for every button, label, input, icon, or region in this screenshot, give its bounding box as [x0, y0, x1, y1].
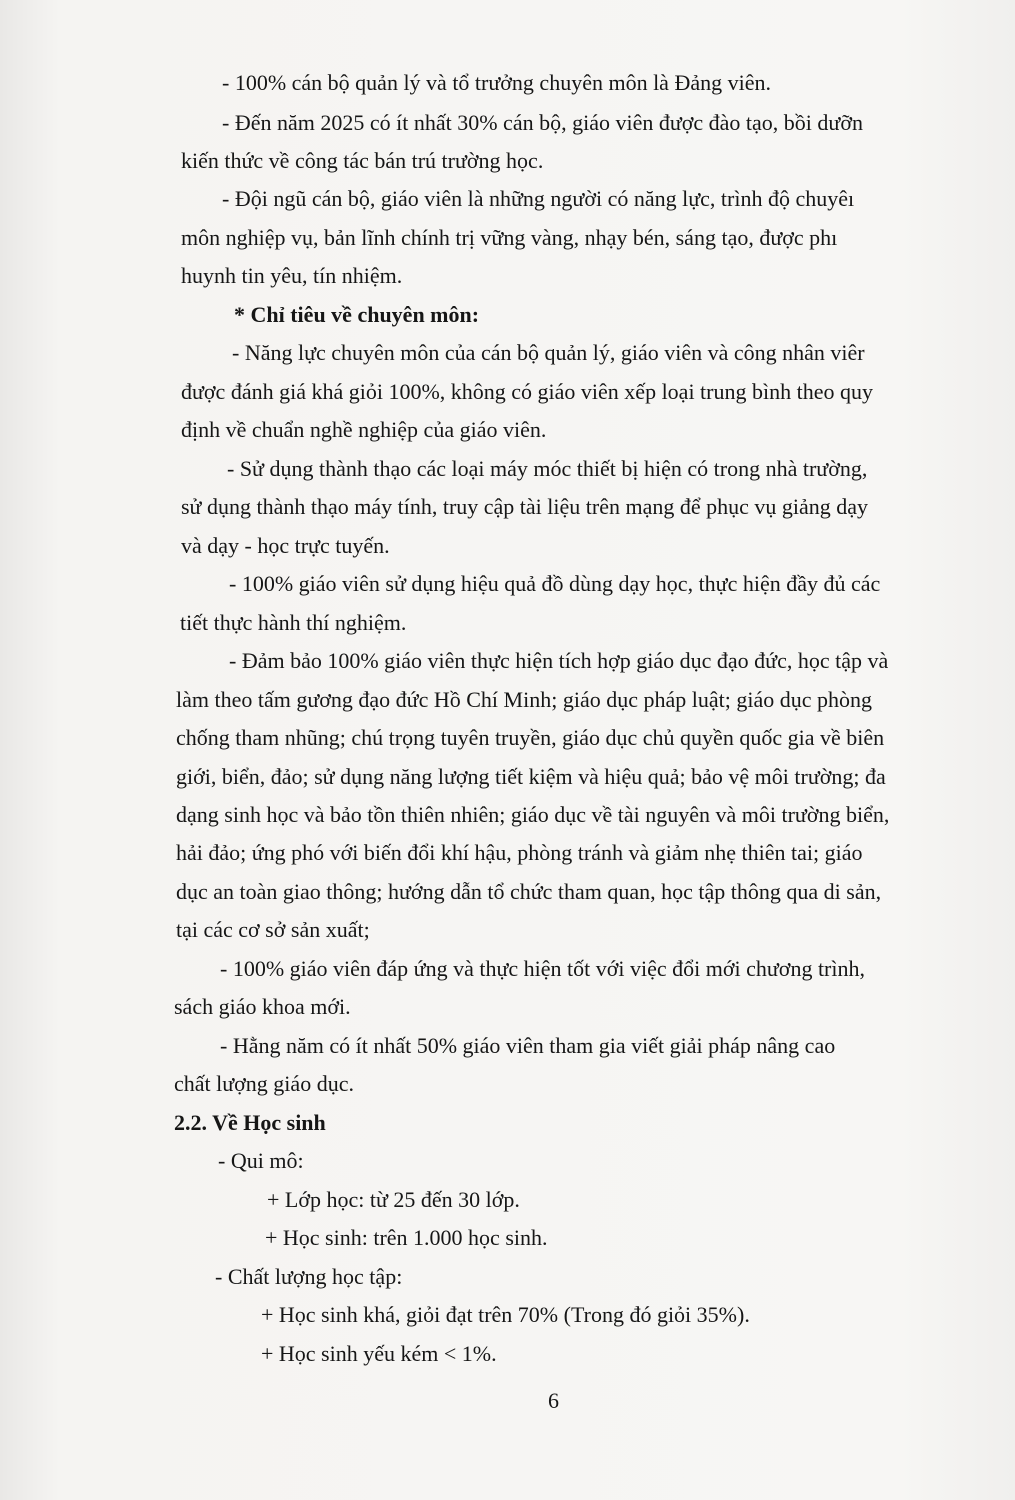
body-line: - Qui mô: — [218, 1148, 304, 1173]
body-line: làm theo tấm gương đạo đức Hồ Chí Minh; giáo dục pháp luật; giáo dục phòng — [176, 687, 872, 712]
body-line: - Đến năm 2025 có ít nhất 30% cán bộ, giáo viên được đào tạo, bồi dưỡn — [222, 110, 863, 135]
body-line: - Đảm bảo 100% giáo viên thực hiện tích hợp giáo dục đạo đức, học tập và — [229, 648, 889, 673]
body-line: - 100% cán bộ quản lý và tổ trưởng chuyên môn là Đảng viên. — [222, 70, 771, 95]
body-line: dạng sinh học và bảo tồn thiên nhiên; giáo dục về tài nguyên và môi trường biển, — [176, 802, 890, 827]
body-line: - Chất lượng học tập: — [215, 1264, 403, 1289]
body-line: - Hằng năm có ít nhất 50% giáo viên tham gia viết giải pháp nâng cao — [220, 1033, 836, 1058]
section-subheading: * Chỉ tiêu về chuyên môn: — [234, 302, 480, 327]
body-line: chất lượng giáo dục. — [174, 1071, 354, 1096]
body-line: được đánh giá khá giỏi 100%, không có giáo viên xếp loại trung bình theo quy — [181, 379, 873, 404]
body-line: + Lớp học: từ 25 đến 30 lớp. — [267, 1187, 520, 1212]
body-line: dục an toàn giao thông; hướng dẫn tổ chức tham quan, học tập thông qua di sản, — [176, 879, 882, 904]
body-line: hải đảo; ứng phó với biến đổi khí hậu, phòng tránh và giảm nhẹ thiên tai; giáo — [176, 840, 863, 865]
body-line: môn nghiệp vụ, bản lĩnh chính trị vững vàng, nhạy bén, sáng tạo, được phı — [181, 225, 838, 250]
body-line: giới, biển, đảo; sử dụng năng lượng tiết kiệm và hiệu quả; bảo vệ môi trường; đa — [176, 764, 886, 789]
body-line: - Sử dụng thành thạo các loại máy móc thiết bị hiện có trong nhà trường, — [227, 456, 868, 481]
body-line: định về chuẩn nghề nghiệp của giáo viên. — [181, 417, 547, 442]
body-line: - 100% giáo viên đáp ứng và thực hiện tốt với việc đổi mới chương trình, — [220, 956, 865, 981]
body-line: tiết thực hành thí nghiệm. — [180, 610, 407, 635]
body-line: tại các cơ sở sản xuất; — [176, 917, 370, 942]
body-line: - 100% giáo viên sử dụng hiệu quả đồ dùng dạy học, thực hiện đầy đủ các — [229, 571, 881, 596]
body-line: kiến thức về công tác bán trú trường học. — [181, 148, 544, 173]
page-number: 6 — [548, 1388, 559, 1413]
body-line: + Học sinh: trên 1.000 học sinh. — [265, 1225, 548, 1250]
body-line: chống tham nhũng; chú trọng tuyên truyền, giáo dục chủ quyền quốc gia về biên — [176, 725, 885, 750]
body-line: - Đội ngũ cán bộ, giáo viên là những người có năng lực, trình độ chuyêı — [222, 186, 855, 211]
body-line: sách giáo khoa mới. — [174, 994, 351, 1019]
body-line: sử dụng thành thạo máy tính, truy cập tài liệu trên mạng để phục vụ giảng dạy — [181, 494, 869, 519]
body-line: và dạy - học trực tuyến. — [181, 533, 390, 558]
section-heading: 2.2. Về Học sinh — [174, 1110, 326, 1135]
body-line: + Học sinh khá, giỏi đạt trên 70% (Trong đó giỏi 35%). — [261, 1302, 750, 1327]
body-line: + Học sinh yếu kém < 1%. — [261, 1341, 497, 1366]
body-line: - Năng lực chuyên môn của cán bộ quản lý, giáo viên và công nhân viêr — [232, 340, 865, 365]
body-line: huynh tin yêu, tín nhiệm. — [181, 263, 403, 288]
